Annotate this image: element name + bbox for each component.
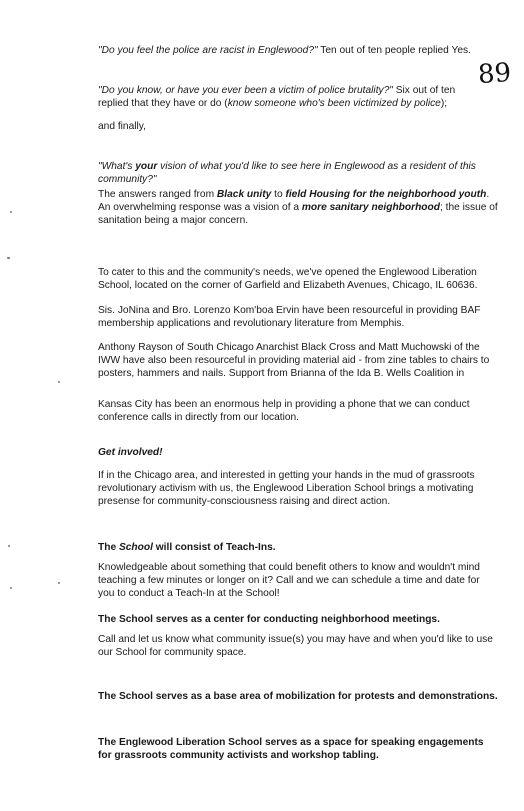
meetings-paragraph: Call and let us know what community issue(s) you may have and when you'd like to use our School for community space. — [98, 634, 493, 658]
cater-paragraph: To cater to this and the community's needs, we've opened the Englewood Liberation School, located on the corner of Garfield and Elizabeth Avenues, Chicago, IL 60636. — [98, 267, 478, 291]
scan-speck — [8, 545, 10, 547]
answer-emphasis: Black unity — [216, 189, 272, 200]
answer-emphasis: field Housing for the neighborhood youth — [285, 189, 487, 200]
get-involved-heading: Get involved! — [98, 447, 163, 458]
teach-in-heading — [98, 541, 498, 554]
heading-part: The — [98, 542, 119, 553]
q3-part: "What's — [98, 161, 136, 172]
survey-answers — [98, 188, 498, 227]
scan-speck — [58, 381, 60, 383]
survey-question-3 — [98, 160, 498, 186]
heading-part: will consist of Teach-Ins. — [152, 542, 276, 553]
chicago-paragraph: If in the Chicago area, and interested in getting your hands in the mud of grassroots revolutionary activism with us, the Englewood Liberation School brings a motivating presense for community-consciousness raising and direct action. — [98, 470, 475, 507]
meetings-heading: The School serves as a center for conducting neighborhood meetings. — [98, 614, 440, 625]
answer-end: ); — [440, 98, 448, 109]
and-finally: and finally, — [98, 121, 146, 132]
answer-part: ; the issue of sanitation being a major concern. — [98, 202, 498, 226]
answer-text: Six out of ten replied that they have or do ( — [98, 85, 456, 109]
q3-part: vision of what you'd like to see here in Englewood as a resident of this community?" — [98, 161, 476, 185]
survey-question-1 — [98, 44, 498, 57]
q3-emphasis: your — [135, 161, 158, 172]
question-text: "Do you know, or have you ever been a victim of police brutality?" — [98, 85, 393, 96]
scan-speck — [7, 257, 10, 259]
answer-emphasis: more sanitary neighborhood — [301, 202, 440, 213]
anthony-paragraph: Anthony Rayson of South Chicago Anarchist Black Cross and Matt Muchowski of the IWW have also been resourceful in providing material aid - from zine tables to chairs to posters, hammers and nails. Support from Brianna of the Ida B. Wells Coalition in — [98, 342, 490, 379]
answer-part: . An overwhelming response was a vision of a — [98, 189, 490, 213]
scan-speck — [10, 587, 12, 589]
handwritten-page-number: 89 — [476, 57, 513, 91]
answer-part: The answers ranged from — [98, 189, 217, 200]
answer-part: to — [271, 189, 286, 200]
question-text: "Do you feel the police are racist in Englewood?" — [98, 45, 318, 56]
answer-italic: know someone who's been victimized by police — [227, 98, 441, 109]
survey-question-2 — [98, 84, 478, 110]
mobilization-heading: The School serves as a base area of mobilization for protests and demonstrations. — [98, 691, 498, 702]
scan-speck — [10, 211, 12, 213]
answer-text: Ten out of ten people replied Yes. — [317, 45, 471, 56]
kansas-paragraph: Kansas City has been an enormous help in providing a phone that we can conduct conference calls in directly from our location. — [98, 399, 470, 423]
speaking-heading: The Englewood Liberation School serves as a space for speaking engagements for grassroots community activists and workshop tabling. — [98, 737, 484, 761]
teach-in-paragraph: Knowledgeable about something that could benefit others to know and wouldn't mind teaching a few minutes or longer on it? Call and we can schedule a time and date for you to conduct a Teach-In at the School! — [98, 562, 480, 599]
sis-paragraph: Sis. JoNina and Bro. Lorenzo Kom'boa Ervin have been resourceful in providing BAF membership applications and revolutionary literature from Memphis. — [98, 305, 481, 329]
scan-speck — [58, 582, 60, 584]
heading-emphasis: School — [118, 542, 153, 553]
